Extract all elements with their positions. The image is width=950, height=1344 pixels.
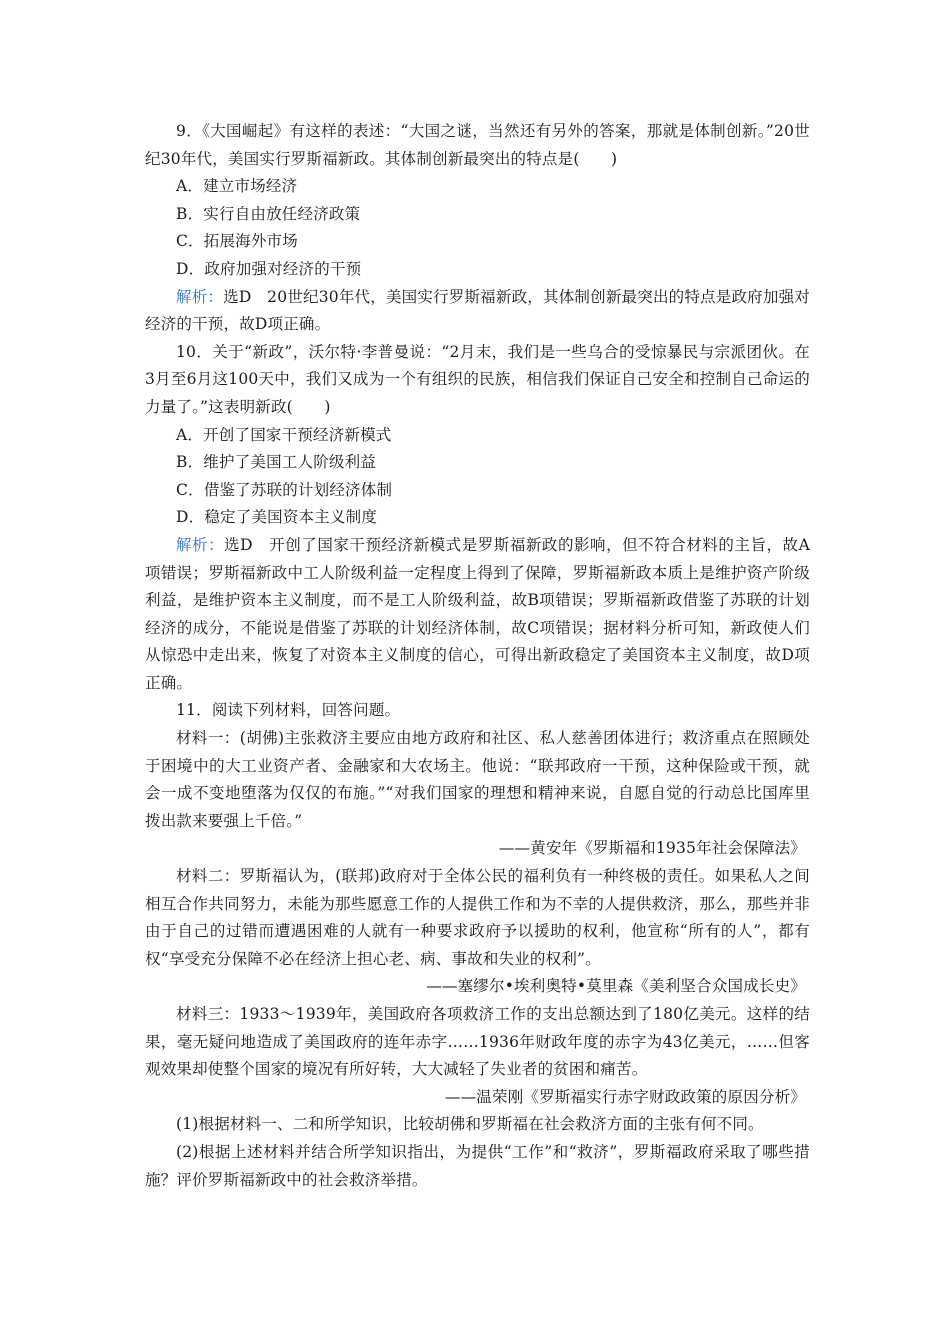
q11-material-3: 材料三：1933～1939年，美国政府各项救济工作的支出总额达到了180亿美元。这样的结果，毫无疑问地造成了美国政府的连年赤字……1936年财政年度的赤字为43亿美元，……但客观效果却使整个国家的境况有所好转，大大减轻了失业者的贫困和痛苦。: [145, 1005, 810, 1079]
q11-stem: 11．阅读下列材料，回答问题。: [176, 701, 401, 720]
q10-option-a: A．开创了国家干预经济新模式: [176, 425, 392, 444]
q10-option-b: B．维护了美国工人阶级利益: [176, 453, 376, 472]
q10-analysis-label: 解析：: [176, 535, 225, 554]
q11-source-3: ——温荣刚《罗斯福实行赤字财政政策的原因分析》: [444, 1087, 806, 1106]
q10-analysis-text: 选D 开创了国家干预经济新模式是罗斯福新政的影响，但不符合材料的主旨，故A项错误；罗斯福新政中工人阶级利益一定程度上得到了保障，罗斯福新政本质上是维护资产阶级利益，是维护资本主义制度，而不是工人阶级利益，故B项错误；罗斯福新政借鉴了苏联的计划经济的成分，不能说是借鉴了苏联的计划经济体制，故C项错误；据材料分析可知，新政使人们从惊恐中走出来，恢复了对资本主义制度的信心，可得出新政稳定了美国资本主义制度，故D项正确。: [145, 535, 810, 692]
page-content: [145, 118, 810, 1194]
q11-question-1: (1)根据材料一、二和所学知识，比较胡佛和罗斯福在社会救济方面的主张有何不同。: [176, 1115, 764, 1134]
q11-source-2: ——塞缪尔•埃利奥特•莫里森《美利坚合众国成长史》: [426, 977, 806, 996]
q10-option-d: D．稳定了美国资本主义制度: [176, 508, 378, 527]
q11-question-2: (2)根据上述材料并结合所学知识指出，为提供“工作”和“救济”，罗斯福政府采取了哪些措施？评价罗斯福新政中的社会救济举措。: [145, 1142, 810, 1189]
q9-analysis: [145, 284, 810, 339]
q9-analysis-text: 选D 20世纪30年代，美国实行罗斯福新政，其体制创新最突出的特点是政府加强对经济的干预，故D项正确。: [145, 287, 810, 334]
q9-stem: 9．《大国崛起》有这样的表述：“大国之谜，当然还有另外的答案，那就是体制创新。”20世纪30年代，美国实行罗斯福新政。其体制创新最突出的特点是( ): [145, 122, 810, 168]
q10-analysis: [145, 532, 810, 698]
q11-material-1: 材料一：(胡佛)主张救济主要应由地方政府和社区、私人慈善团体进行；救济重点在照顾处于困境中的大工业资产者、金融家和大农场主。他说：“联邦政府一干预，这种保险或干预，就会一成不变地堕落为仅仅的布施。”“对我们国家的理想和精神来说，自愿自觉的行动总比国库里拨出款来要强上千倍。”: [145, 729, 810, 830]
q11-source-1: ——黄安年《罗斯福和1935年社会保障法》: [498, 839, 806, 858]
q9-option-b: B．实行自由放任经济政策: [176, 204, 361, 223]
q10-option-c: C．借鉴了苏联的计划经济体制: [176, 480, 393, 499]
q10-stem: 10．关于“新政”，沃尔特·李普曼说：“2月末，我们是一些乌合的受惊暴民与宗派团伙。在3月至6月这100天中，我们又成为一个有组织的民族，相信我们保证自己安全和控制自己命运的力量了。”这表明新政( ): [145, 342, 810, 416]
q9-option-a: A．建立市场经济: [176, 177, 298, 196]
q11-material-2: 材料二：罗斯福认为，(联邦)政府对于全体公民的福利负有一种终极的责任。如果私人之间相互合作共同努力，未能为那些愿意工作的人提供工作和为不幸的人提供救济，那么，那些并非由于自己的过错而遭遇困难的人就有一种要求政府予以援助的权利，他宣称“所有的人”，都有权“享受充分保障不必在经济上担心老、病、事故和失业的权利”。: [145, 867, 810, 968]
q9-analysis-label: 解析：: [176, 287, 224, 306]
q9-option-c: C．拓展海外市场: [176, 232, 298, 251]
q9-option-d: D．政府加强对经济的干预: [176, 259, 362, 278]
